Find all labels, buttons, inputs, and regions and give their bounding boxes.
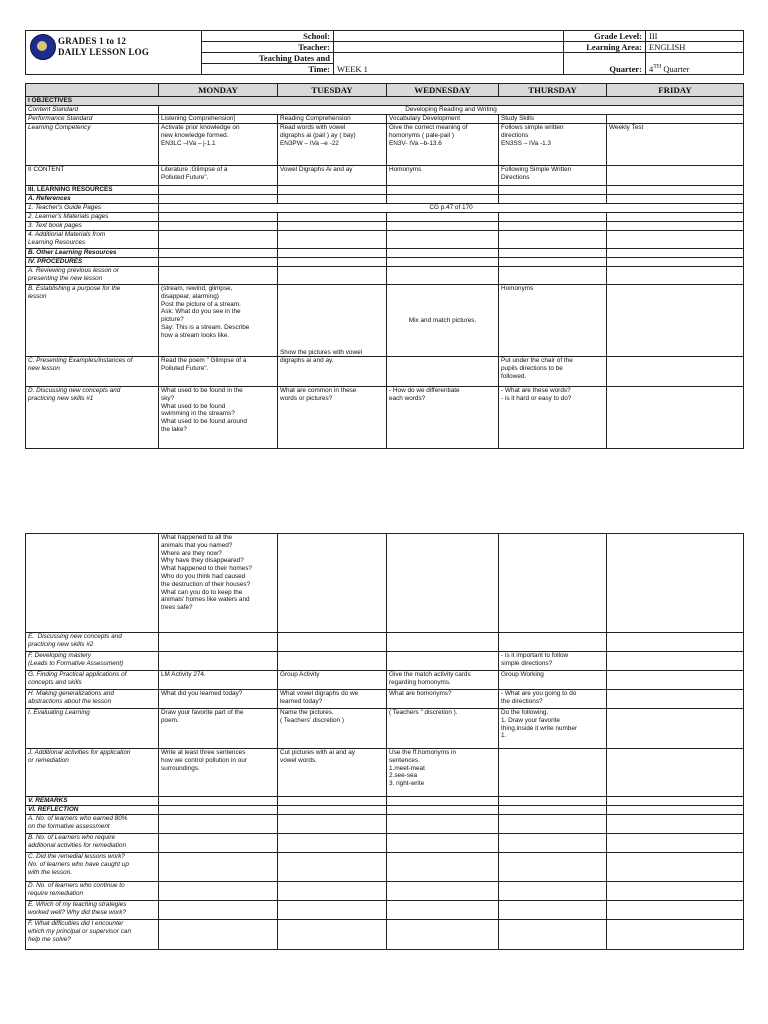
e-tuesday[interactable]: [278, 633, 387, 652]
quarter-sup: TH: [653, 64, 662, 71]
other-thursday[interactable]: [499, 249, 607, 258]
rd-tuesday[interactable]: [278, 882, 387, 901]
f-thursday[interactable]: [499, 652, 607, 671]
references-wednesday[interactable]: [387, 195, 499, 204]
content-monday[interactable]: [159, 166, 278, 186]
b-monday-text: (stream, rewind, glimpse, disappear, alarming) Post the picture of a stream. Ask: What do you see in the picture? Say: This is a stream. Describe how a stream looks like.: [161, 285, 250, 339]
resources-tuesday[interactable]: [278, 186, 387, 195]
reflection-wednesday[interactable]: [387, 806, 499, 815]
e-friday[interactable]: [607, 633, 744, 652]
re-wednesday[interactable]: [387, 901, 499, 920]
content-standard-label: Content Standard: [26, 106, 159, 115]
rb-monday[interactable]: [159, 834, 278, 853]
deped-seal-icon: [30, 34, 56, 60]
quarter-word: Quarter: [661, 64, 690, 74]
procedure-d-label: [26, 387, 159, 449]
rf-wednesday[interactable]: [387, 920, 499, 950]
procedure-d-text: D. Discussing new concepts and practicing new skills #1: [28, 387, 121, 402]
am-friday[interactable]: [607, 231, 744, 249]
lesson-log-table-1: [25, 83, 744, 449]
rc-tuesday[interactable]: [278, 853, 387, 882]
reflection-e-label: [26, 901, 159, 920]
procedure-i-label: [26, 709, 159, 749]
a-tuesday[interactable]: [278, 267, 387, 285]
reflection-b-label: [26, 834, 159, 853]
b-tuesday[interactable]: [278, 285, 387, 357]
j-wednesday[interactable]: [387, 749, 499, 797]
h-thursday[interactable]: [499, 690, 607, 709]
am-tuesday[interactable]: [278, 231, 387, 249]
perf-monday[interactable]: Listening Comprehension]: [159, 115, 278, 124]
time-label: Time:: [202, 64, 334, 75]
i-wednesday[interactable]: [387, 709, 499, 749]
procedure-h-label: [26, 690, 159, 709]
i-monday[interactable]: [159, 709, 278, 749]
rf-tuesday[interactable]: [278, 920, 387, 950]
school-label: School:: [202, 31, 334, 42]
perf-friday[interactable]: [607, 115, 744, 124]
re-monday[interactable]: [159, 901, 278, 920]
d-monday-text: What used to be found in the sky? What used to be found swimming in the streams? What used to be found around the lake?: [161, 387, 247, 433]
e-thursday[interactable]: [499, 633, 607, 652]
resources-wednesday[interactable]: [387, 186, 499, 195]
h-thursday-text: - What are you going to do the directions?: [501, 690, 577, 705]
c-thursday[interactable]: [499, 357, 607, 387]
procedure-b-text: B. Establishing a purpose for the lesson: [28, 285, 121, 300]
grade-level-label: Grade Level:: [564, 31, 646, 42]
i-friday[interactable]: [607, 709, 744, 749]
b-wednesday-text: Mix and match pictures.: [408, 316, 477, 324]
lm-monday[interactable]: [159, 213, 278, 222]
proc-wednesday[interactable]: [387, 258, 499, 267]
j-monday-text: Write at least three sentences how we control pollution in our surroundings.: [161, 749, 247, 772]
e-monday[interactable]: [159, 633, 278, 652]
lc-tuesday[interactable]: [278, 124, 387, 166]
h-wednesday[interactable]: [387, 690, 499, 709]
remarks-wednesday[interactable]: [387, 797, 499, 806]
g-monday[interactable]: [159, 671, 278, 690]
reflection-c-label: [26, 853, 159, 882]
rd-friday[interactable]: [607, 882, 744, 901]
tb-thursday[interactable]: [499, 222, 607, 231]
proc-tuesday[interactable]: [278, 258, 387, 267]
d-tuesday-text: What are common in these words or pictures?: [280, 387, 357, 402]
reflection-f-text: F. What difficulties did I encounter which my principal or supervisor can help me solve?: [28, 920, 131, 943]
c-thursday-text: Put under the chair of the pupils directions to be followed.: [501, 357, 573, 380]
references-friday[interactable]: [607, 195, 744, 204]
day-header-friday: FRIDAY: [607, 84, 744, 97]
d-thursday[interactable]: [499, 387, 607, 449]
rb-friday[interactable]: [607, 834, 744, 853]
f-wednesday[interactable]: [387, 652, 499, 671]
other-wednesday[interactable]: [387, 249, 499, 258]
lm-tuesday[interactable]: [278, 213, 387, 222]
resources-heading: III. LEARNING RESOURCES: [26, 186, 159, 195]
g-wednesday-text: Give the match activity cards regarding homonyms.: [389, 671, 471, 686]
teaching-dates-label: Teaching Dates and: [202, 53, 334, 64]
procedure-c-label: [26, 357, 159, 387]
procedure-g-text: G. Finding Practical applications of concepts and skills: [28, 671, 127, 686]
quarter-label: Quarter:: [564, 53, 646, 75]
rd-thursday[interactable]: [499, 882, 607, 901]
lm-wednesday[interactable]: [387, 213, 499, 222]
tb-friday[interactable]: [607, 222, 744, 231]
lc-friday-text: Weekly Test: [609, 124, 644, 131]
lc-wednesday-text: Give the correct meaning of homonyms ( pale-pail ) EN3V- IVa –b-13.6: [389, 124, 468, 147]
additional-materials-text: 4. Additional Materials from Learning Resources: [28, 231, 106, 246]
tb-monday[interactable]: [159, 222, 278, 231]
a-wednesday[interactable]: [387, 267, 499, 285]
references-thursday[interactable]: [499, 195, 607, 204]
a-friday[interactable]: [607, 267, 744, 285]
remarks-friday[interactable]: [607, 797, 744, 806]
d-wednesday[interactable]: [387, 387, 499, 449]
rc-wednesday[interactable]: [387, 853, 499, 882]
ra-monday[interactable]: [159, 815, 278, 834]
brand-title: [58, 36, 149, 58]
procedure-j-text: J. Additional activities for application or remediation: [28, 749, 131, 764]
f-tuesday[interactable]: [278, 652, 387, 671]
content-thursday-text: Following Simple Written Directions: [501, 166, 572, 181]
lm-friday[interactable]: [607, 213, 744, 222]
resources-monday[interactable]: [159, 186, 278, 195]
reflection-thursday[interactable]: [499, 806, 607, 815]
re-friday[interactable]: [607, 901, 744, 920]
other-tuesday[interactable]: [278, 249, 387, 258]
proc-monday[interactable]: [159, 258, 278, 267]
teacher-field[interactable]: [334, 42, 564, 53]
week-field[interactable]: [334, 53, 564, 75]
header-table: [25, 30, 744, 75]
b-thursday[interactable]: [499, 285, 607, 357]
reflection-a-text: A. No. of learners who earned 80% on the formative assessment: [28, 815, 128, 830]
proc-friday[interactable]: [607, 258, 744, 267]
cont-thursday[interactable]: [499, 534, 607, 633]
reflection-friday[interactable]: [607, 806, 744, 815]
cont-monday[interactable]: [159, 534, 278, 633]
lesson-log-table-2: [25, 533, 744, 950]
reflection-heading: VI. REFLECTION: [26, 806, 159, 815]
other-friday[interactable]: [607, 249, 744, 258]
h-friday[interactable]: [607, 690, 744, 709]
additional-materials-label: [26, 231, 159, 249]
b-friday[interactable]: [607, 285, 744, 357]
learning-competency-label: Learning Competency: [26, 124, 159, 166]
tb-wednesday[interactable]: [387, 222, 499, 231]
content-tuesday-text: Vowel Digraphs Ai and ay: [280, 166, 353, 173]
b-thursday-text: Homonyms: [501, 285, 534, 292]
procedure-j-label: [26, 749, 159, 797]
procedure-e-label: [26, 633, 159, 652]
g-thursday[interactable]: [499, 671, 607, 690]
procedures-heading: IV. PROCEDURES: [26, 258, 159, 267]
g-thursday-text: Group Working: [501, 671, 544, 678]
lc-thursday[interactable]: [499, 124, 607, 166]
day-header-wednesday: WEDNESDAY: [387, 84, 499, 97]
j-monday[interactable]: [159, 749, 278, 797]
procedure-f-text: F. Developing mastery (Leads to Formative Assessment): [28, 652, 124, 667]
lc-monday[interactable]: [159, 124, 278, 166]
cont-monday-text: What happened to all the animals that you named? Where are they now? Why have they disappeared? What happened to their homes? Who do you think had caused the destruction of their houses? What can you do to keep the animals' homes like waters and trees safe?: [161, 534, 252, 612]
rf-friday[interactable]: [607, 920, 744, 950]
cont-friday[interactable]: [607, 534, 744, 633]
h-wednesday-text: What are homonyms?: [389, 690, 452, 697]
g-tuesday-text: Group Activity: [280, 671, 320, 678]
resources-friday[interactable]: [607, 186, 744, 195]
reflection-monday[interactable]: [159, 806, 278, 815]
day-header-tuesday: TUESDAY: [278, 84, 387, 97]
lc-tuesday-text: Read words with vowel digraphs ai (pail ) ay ( bay) EN3PW – IVa –e -22: [280, 124, 356, 147]
procedure-g-label: [26, 671, 159, 690]
lc-monday-text: Activate prior knowledge on new knowledge formed. EN3LC –IVa – j-1.1: [161, 124, 240, 147]
f-friday[interactable]: [607, 652, 744, 671]
brand-line2: DAILY LESSON LOG: [58, 47, 150, 57]
am-monday[interactable]: [159, 231, 278, 249]
textbook-pages-label: 3. Text book pages: [26, 222, 159, 231]
references-monday[interactable]: [159, 195, 278, 204]
brand-line1: GRADES 1 to 12: [58, 36, 127, 46]
f-monday[interactable]: [159, 652, 278, 671]
tb-tuesday[interactable]: [278, 222, 387, 231]
tg-pages-value[interactable]: CG p.47 of 170: [159, 204, 744, 213]
i-thursday[interactable]: [499, 709, 607, 749]
school-field[interactable]: [334, 31, 564, 42]
j-tuesday[interactable]: [278, 749, 387, 797]
g-friday[interactable]: [607, 671, 744, 690]
learning-area-value[interactable]: ENGLISH: [646, 42, 744, 53]
i-monday-text: Draw your favorite part of the poem.: [161, 709, 244, 724]
content-friday[interactable]: [607, 166, 744, 186]
rb-thursday[interactable]: [499, 834, 607, 853]
d-thursday-text: - What are these words? - is it hard or easy to do?: [501, 387, 572, 402]
lc-thursday-text: Follows simple written directions EN3SS – IVa -1.3: [501, 124, 564, 147]
rf-thursday[interactable]: [499, 920, 607, 950]
c-tuesday[interactable]: [278, 349, 387, 387]
a-thursday[interactable]: [499, 267, 607, 285]
procedure-b-label: [26, 285, 159, 357]
g-tuesday[interactable]: [278, 671, 387, 690]
perf-wednesday[interactable]: Vocabulary Development: [387, 115, 499, 124]
grade-level-value[interactable]: III: [646, 31, 744, 42]
remarks-thursday[interactable]: [499, 797, 607, 806]
b-monday[interactable]: [159, 285, 278, 357]
i-wednesday-text: ( Teachers " discretion ).: [389, 709, 458, 716]
i-thursday-text: Do the following. 1. Draw your favorite thing.inside it write number 1.: [501, 709, 578, 740]
other-resources-label: B. Other Learning Resources: [26, 249, 159, 258]
quarter-value[interactable]: [646, 53, 744, 75]
b-wednesday[interactable]: [387, 285, 499, 357]
a-monday[interactable]: [159, 267, 278, 285]
c-wednesday[interactable]: [387, 357, 499, 387]
procedure-i-text: I. Evaluating Learning: [28, 709, 90, 716]
cont-wednesday[interactable]: [387, 534, 499, 633]
e-wednesday[interactable]: [387, 633, 499, 652]
am-wednesday[interactable]: [387, 231, 499, 249]
j-wednesday-text: Use the ff.homonyms in sentences. 1.meet-meat 2.see-sea 3. right-write: [389, 749, 457, 788]
remarks-monday[interactable]: [159, 797, 278, 806]
j-tuesday-text: Cut pictures with ai and ay vowel words.: [280, 749, 355, 764]
j-thursday[interactable]: [499, 749, 607, 797]
procedure-f-label: [26, 652, 159, 671]
ra-tuesday[interactable]: [278, 815, 387, 834]
g-wednesday[interactable]: [387, 671, 499, 690]
ra-thursday[interactable]: [499, 815, 607, 834]
day-header-monday: MONDAY: [159, 84, 278, 97]
remarks-heading: V. REMARKS: [26, 797, 159, 806]
procedure-e-text: E. Discussing new concepts and practicing new skills #2: [28, 633, 122, 648]
j-friday[interactable]: [607, 749, 744, 797]
ra-wednesday[interactable]: [387, 815, 499, 834]
c-tuesday-text: Show the pictures with vowel digraphs ai and ay.: [280, 349, 363, 364]
teacher-label: Teacher:: [202, 42, 334, 53]
tg-pages-label: 1. Teacher's Guide Pages: [26, 204, 159, 213]
references-heading: A. References: [26, 195, 159, 204]
d-tuesday[interactable]: [278, 387, 387, 449]
procedure-h-text: H. Making generalizations and abstractions about the lesson: [28, 690, 114, 705]
learning-area-label: Learning Area:: [564, 42, 646, 53]
content-tuesday[interactable]: [278, 166, 387, 186]
ra-friday[interactable]: [607, 815, 744, 834]
resources-thursday[interactable]: [499, 186, 607, 195]
rd-wednesday[interactable]: [387, 882, 499, 901]
h-tuesday[interactable]: [278, 690, 387, 709]
perf-thursday[interactable]: Study Skills: [499, 115, 607, 124]
rc-monday[interactable]: [159, 853, 278, 882]
am-thursday[interactable]: [499, 231, 607, 249]
reflection-d-text: D. No. of learners who continue to require remediation: [28, 882, 125, 897]
continuation-label: [26, 534, 159, 633]
lc-friday[interactable]: [607, 124, 744, 166]
c-friday[interactable]: [607, 357, 744, 387]
d-friday[interactable]: [607, 387, 744, 449]
lc-wednesday[interactable]: [387, 124, 499, 166]
f-thursday-text: - is it important to follow simple directions?: [501, 652, 569, 667]
i-tuesday-text: Name the pictures. ( Teachers' discretion ): [280, 709, 344, 724]
content-monday-text: Literature ;Glimpse of a Polluted Future".: [161, 166, 228, 181]
h-monday-text: What did you learned today?: [161, 690, 243, 697]
c-monday[interactable]: [159, 357, 278, 387]
references-tuesday[interactable]: [278, 195, 387, 204]
content-thursday[interactable]: [499, 166, 607, 186]
day-header-thursday: THURSDAY: [499, 84, 607, 97]
re-thursday[interactable]: [499, 901, 607, 920]
h-monday[interactable]: [159, 690, 278, 709]
other-monday[interactable]: [159, 249, 278, 258]
quarter-number: 4: [649, 64, 654, 74]
lm-thursday[interactable]: [499, 213, 607, 222]
reflection-b-text: B. No. of Learners who require additional activities for remediation: [28, 834, 127, 849]
corner-cell: [26, 84, 159, 97]
reflection-e-text: E. Which of my teaching strategies worked well? Why did these work?: [28, 901, 127, 916]
rb-tuesday[interactable]: [278, 834, 387, 853]
d-wednesday-text: - How do we differentiate each words?: [389, 387, 460, 402]
g-monday-text: LM Activity 274.: [161, 671, 206, 678]
performance-standard-label: Performance Standard: [26, 115, 159, 124]
reflection-f-label: [26, 920, 159, 950]
content-standard-value[interactable]: Developing Reading and Writing: [159, 106, 744, 115]
procedure-a-label: [26, 267, 159, 285]
reflection-d-label: [26, 882, 159, 901]
content-wednesday-text: Homonyms: [389, 166, 422, 173]
i-tuesday[interactable]: [278, 709, 387, 749]
d-monday[interactable]: [159, 387, 278, 449]
lm-pages-label: 2. Learner's Materials pages: [26, 213, 159, 222]
content-wednesday[interactable]: [387, 166, 499, 186]
objectives-heading: I OBJECTIVES: [26, 97, 744, 106]
brand-cell: [26, 31, 202, 75]
procedure-a-text: A. Reviewing previous lesson or presenting the new lesson: [28, 267, 119, 282]
reflection-tuesday[interactable]: [278, 806, 387, 815]
cont-tuesday[interactable]: [278, 534, 387, 633]
rc-thursday[interactable]: [499, 853, 607, 882]
week-value: WEEK 1: [337, 64, 368, 74]
perf-tuesday[interactable]: Reading Comprehension: [278, 115, 387, 124]
procedure-c-text: C. Presenting Examples/instances of new lesson: [28, 357, 133, 372]
re-tuesday[interactable]: [278, 901, 387, 920]
rd-monday[interactable]: [159, 882, 278, 901]
content-label: II CONTENT: [26, 166, 159, 186]
proc-thursday[interactable]: [499, 258, 607, 267]
reflection-c-text: C. Did the remedial lessons work? No. of learners who have caught up with the lesson.: [28, 853, 129, 876]
rf-monday[interactable]: [159, 920, 278, 950]
remarks-tuesday[interactable]: [278, 797, 387, 806]
rc-friday[interactable]: [607, 853, 744, 882]
h-tuesday-text: What vowel digraphs do we learned today?: [280, 690, 359, 705]
rb-wednesday[interactable]: [387, 834, 499, 853]
c-monday-text: Read the poem " Glimpse of a Polluted Future".: [161, 357, 247, 372]
reflection-a-label: [26, 815, 159, 834]
